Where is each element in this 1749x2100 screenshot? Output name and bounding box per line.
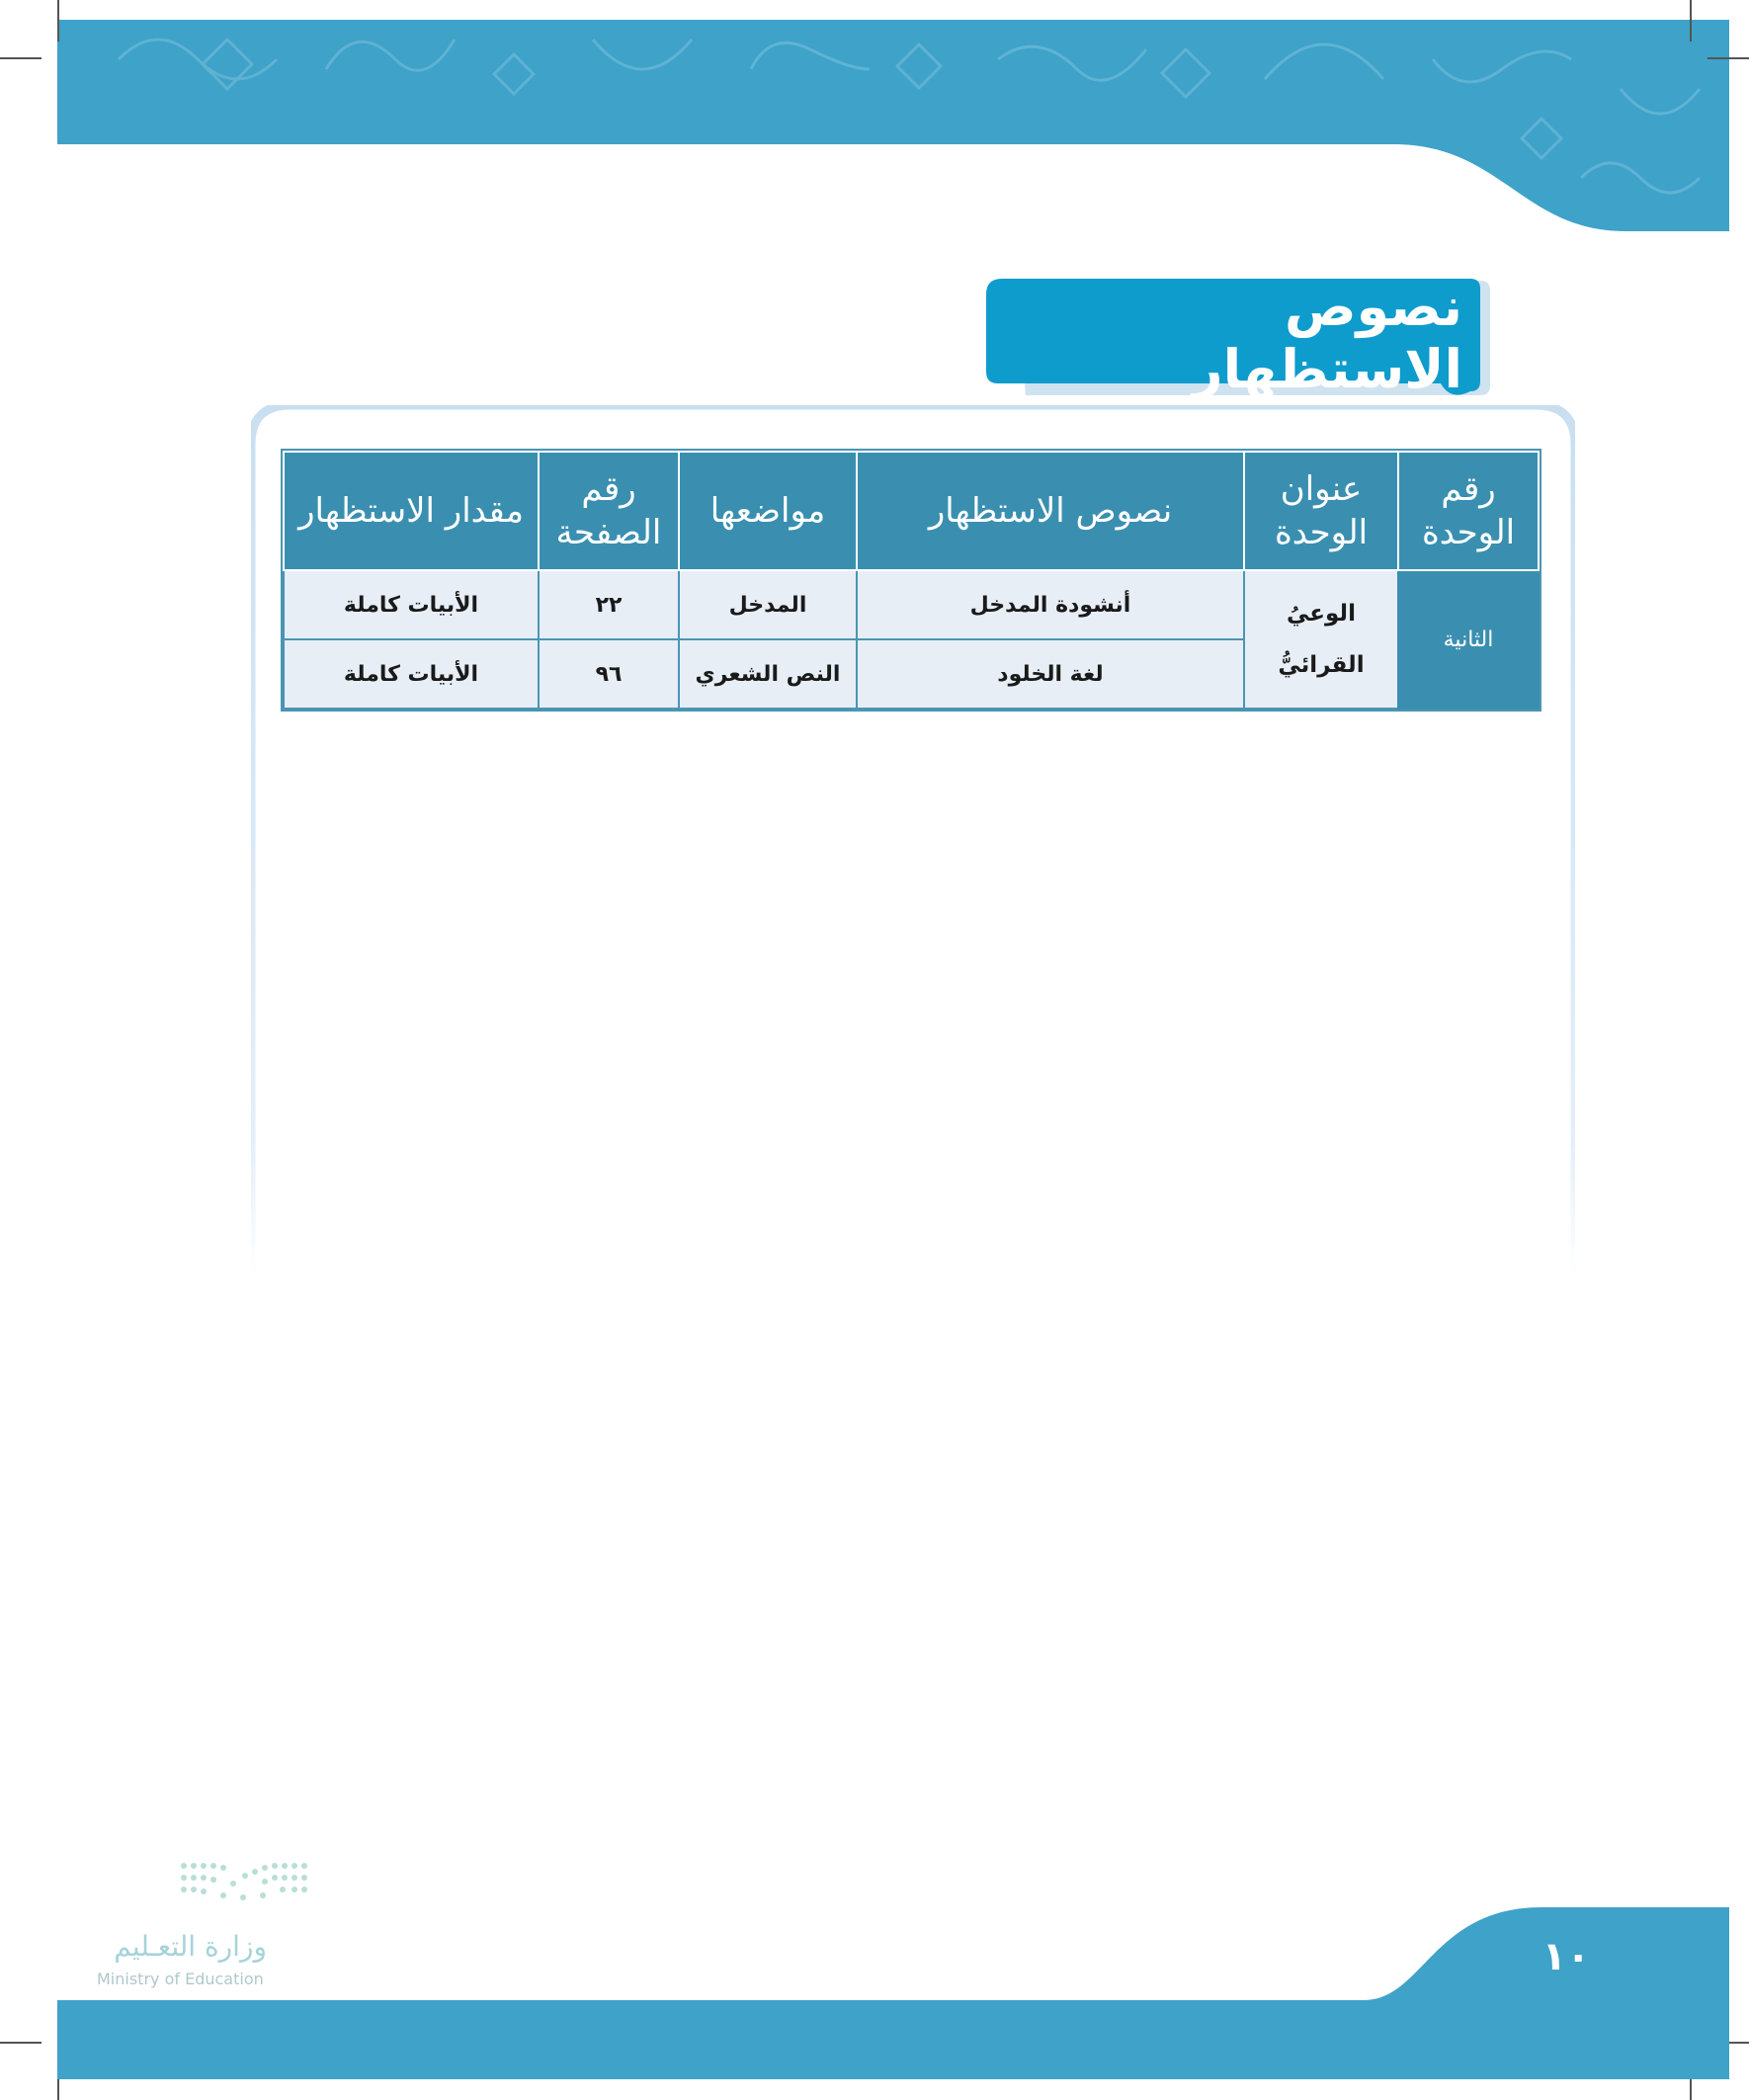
table-header-row (284, 452, 1539, 570)
ministry-name-english: Ministry of Education (97, 1970, 264, 1988)
cell-amount: الأبيات كاملة (284, 570, 539, 639)
cell-amount: الأبيات كاملة (284, 639, 539, 709)
memorization-table (283, 451, 1540, 710)
ministry-name-arabic: وزارة التعـليم (114, 1930, 267, 1963)
crop-mark (0, 57, 42, 59)
cell-position: النص الشعري (679, 639, 857, 709)
cell-unit-title (1244, 570, 1398, 709)
unit-title-line2: القرائيُّ (1278, 652, 1365, 678)
header-page-number: رقم الصفحة (539, 452, 679, 570)
top-decorative-band (0, 0, 1749, 237)
cell-text: أنشودة المدخل (857, 570, 1244, 639)
cell-unit-number: الثانية (1398, 570, 1539, 709)
table-row (284, 570, 1539, 639)
cell-page: ٩٦ (539, 639, 679, 709)
cell-text: لغة الخلود (857, 639, 1244, 709)
header-positions: مواضعها (679, 452, 857, 570)
page-number: ١٠ (1541, 1934, 1591, 1979)
crop-mark (1707, 57, 1749, 59)
unit-title-line1: الوعيُ (1287, 601, 1356, 627)
header-unit-title: عنوان الوحدة (1244, 452, 1398, 570)
header-texts: نصوص الاستظهار (857, 452, 1244, 570)
crop-mark (1690, 0, 1692, 42)
cell-position: المدخل (679, 570, 857, 639)
header-amount: مقدار الاستظهار (284, 452, 539, 570)
crop-mark (57, 0, 59, 42)
page-title: نصوص الاستظهار (1192, 276, 1462, 400)
cell-page: ٢٢ (539, 570, 679, 639)
header-unit-number: رقم الوحدة (1398, 452, 1539, 570)
